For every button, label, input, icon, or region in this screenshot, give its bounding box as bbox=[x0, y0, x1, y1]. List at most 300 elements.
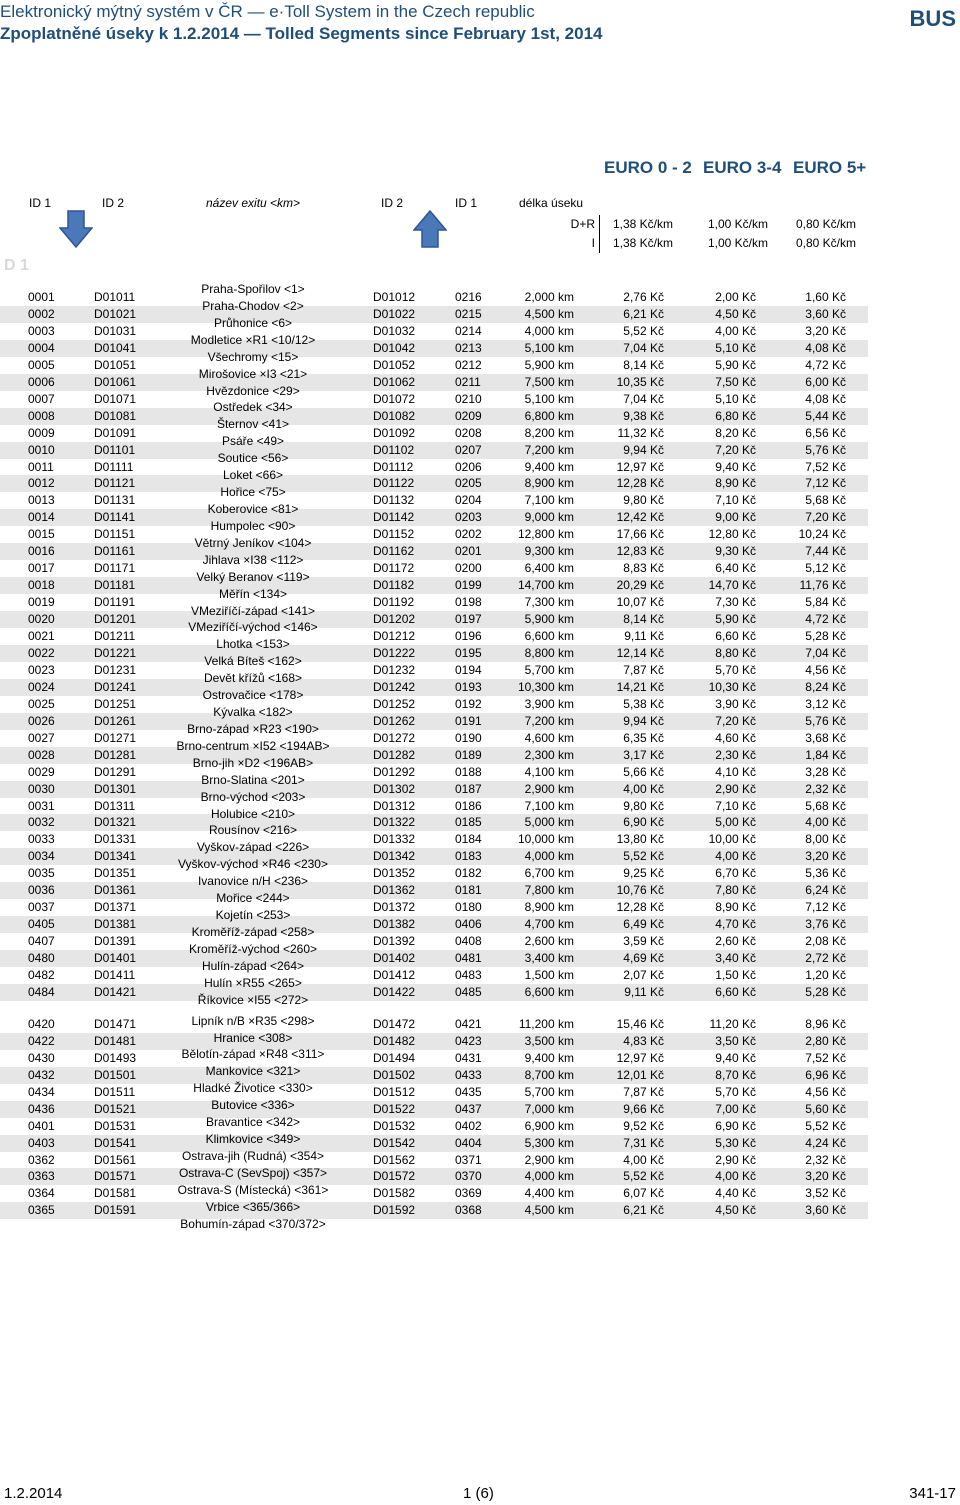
cell-id2: D01493 bbox=[94, 1050, 137, 1065]
cell-len: 5,300 km bbox=[524, 1135, 574, 1150]
table-row bbox=[0, 425, 868, 442]
cell-id1: 0017 bbox=[28, 561, 55, 576]
exit-name: Bělotín-západ ×R48 <311> bbox=[181, 1047, 325, 1062]
cell-id1: 0401 bbox=[28, 1118, 55, 1133]
cell-e3: 5,90 Kč bbox=[715, 357, 756, 372]
cell-len: 9,400 km bbox=[524, 1050, 574, 1065]
cell-id2b: D01122 bbox=[373, 476, 415, 491]
cell-id1b: 0189 bbox=[455, 747, 482, 762]
cell-e0: 4,83 Kč bbox=[623, 1033, 664, 1048]
cell-e0: 12,97 Kč bbox=[616, 459, 664, 474]
cell-e0: 5,66 Kč bbox=[623, 764, 664, 779]
euro-3-4-header: EURO 3-4 bbox=[703, 158, 782, 177]
exit-name: Kroměříž-západ <258> bbox=[191, 925, 315, 939]
cell-e0: 12,01 Kč bbox=[616, 1067, 664, 1082]
cell-e0: 9,80 Kč bbox=[623, 493, 664, 508]
cell-id2: D01121 bbox=[94, 476, 136, 491]
cell-id2b: D01472 bbox=[373, 1016, 416, 1031]
cell-e5: 4,24 Kč bbox=[805, 1135, 846, 1150]
table-row bbox=[0, 1152, 868, 1169]
cell-e0: 20,29 Kč bbox=[616, 578, 664, 593]
exit-name: Lipník n/B ×R35 <298> bbox=[191, 1013, 315, 1028]
col-id1: ID 1 bbox=[29, 196, 52, 210]
cell-id1: 0028 bbox=[28, 747, 55, 762]
col-id2-opposite: ID 2 bbox=[381, 196, 404, 210]
cell-e3: 7,80 Kč bbox=[715, 883, 756, 898]
cell-len: 3,900 km bbox=[524, 696, 574, 711]
cell-e5: 7,12 Kč bbox=[805, 900, 846, 915]
cell-e3: 9,40 Kč bbox=[715, 459, 756, 474]
cell-e5: 1,60 Kč bbox=[805, 290, 846, 304]
cell-len: 4,400 km bbox=[524, 1186, 574, 1201]
cell-id2: D01311 bbox=[94, 798, 136, 813]
cell-id2: D01091 bbox=[94, 425, 137, 440]
cell-id1: 0403 bbox=[28, 1135, 55, 1150]
cell-id1: 0032 bbox=[28, 815, 55, 830]
cell-e3: 6,70 Kč bbox=[715, 866, 756, 881]
cell-id2: D01511 bbox=[94, 1084, 136, 1099]
cell-id1b: 0433 bbox=[455, 1067, 482, 1082]
cell-e3: 6,90 Kč bbox=[715, 1118, 756, 1133]
exit-name: Ostrava-C (SevSpoj) <357> bbox=[178, 1165, 328, 1180]
cell-e5: 2,32 Kč bbox=[805, 781, 846, 796]
exit-name: Loket <66> bbox=[222, 468, 284, 483]
cell-id1: 0362 bbox=[28, 1152, 55, 1167]
cell-id1: 0027 bbox=[28, 730, 55, 745]
cell-e3: 9,30 Kč bbox=[715, 544, 756, 559]
cell-id2: D01361 bbox=[94, 883, 137, 898]
cell-len: 14,700 km bbox=[517, 578, 574, 593]
cell-id2b: D01272 bbox=[373, 730, 416, 745]
exit-name: Klimkovice <349> bbox=[205, 1132, 301, 1146]
cell-id1b: 0209 bbox=[455, 408, 482, 423]
exit-name: Ivanovice n/H <236> bbox=[197, 874, 309, 889]
cell-len: 10,300 km bbox=[517, 679, 574, 694]
table-row bbox=[0, 526, 868, 543]
table-row bbox=[0, 781, 868, 798]
cell-id1: 0021 bbox=[28, 629, 55, 643]
cell-e5: 6,96 Kč bbox=[805, 1067, 846, 1082]
cell-e0: 4,69 Kč bbox=[623, 951, 664, 965]
cell-id2b: D01422 bbox=[373, 984, 416, 999]
cell-id2b: D01532 bbox=[373, 1118, 416, 1133]
cell-e0: 9,11 Kč bbox=[624, 629, 664, 643]
table-row bbox=[0, 1050, 868, 1067]
cell-len: 4,700 km bbox=[524, 917, 574, 932]
cell-e3: 8,80 Kč bbox=[715, 646, 756, 660]
cell-id1b: 0214 bbox=[455, 323, 482, 338]
cell-e0: 8,83 Kč bbox=[623, 561, 664, 576]
cell-id1: 0014 bbox=[28, 510, 55, 525]
cell-id2: D01231 bbox=[94, 662, 137, 677]
cell-id1b: 0193 bbox=[455, 679, 482, 694]
col-id1-opposite: ID 1 bbox=[455, 196, 478, 210]
cell-id1: 0036 bbox=[28, 883, 55, 898]
cell-id1b: 0195 bbox=[455, 646, 482, 660]
cell-id2b: D01082 bbox=[373, 408, 416, 423]
cell-id1b: 0208 bbox=[455, 425, 482, 440]
cell-e3: 4,60 Kč bbox=[715, 730, 756, 745]
cell-e5: 7,52 Kč bbox=[805, 459, 846, 474]
cell-id1b: 0185 bbox=[455, 815, 482, 830]
cell-e5: 7,20 Kč bbox=[805, 510, 846, 525]
cell-id2: D01501 bbox=[94, 1067, 137, 1082]
cell-e5: 5,12 Kč bbox=[805, 561, 846, 576]
cell-len: 4,000 km bbox=[524, 849, 574, 864]
cell-e3: 4,10 Kč bbox=[715, 764, 756, 779]
cell-e0: 10,07 Kč bbox=[616, 595, 664, 610]
cell-id1b: 0187 bbox=[455, 781, 482, 796]
cell-id1: 0030 bbox=[28, 781, 55, 796]
cell-len: 5,000 km bbox=[524, 815, 574, 830]
cell-e3: 4,00 Kč bbox=[715, 849, 756, 864]
exit-name: Ostrovačice <178> bbox=[202, 688, 304, 703]
cell-id2: D01591 bbox=[94, 1203, 137, 1218]
cell-id1: 0033 bbox=[28, 832, 55, 847]
table-row bbox=[0, 289, 868, 306]
table-row bbox=[0, 916, 868, 933]
cell-e3: 5,00 Kč bbox=[715, 815, 756, 830]
cell-e5: 6,56 Kč bbox=[805, 425, 846, 440]
cell-id1b: 0404 bbox=[455, 1135, 482, 1150]
cell-id2: D01351 bbox=[94, 866, 137, 881]
cell-len: 7,500 km bbox=[524, 374, 574, 389]
cell-e5: 2,32 Kč bbox=[805, 1152, 846, 1167]
cell-e0: 7,04 Kč bbox=[623, 340, 664, 355]
cell-id2: D01111 bbox=[94, 459, 134, 474]
cell-id1: 0420 bbox=[28, 1016, 55, 1031]
exit-name: VMeziříčí-západ <141> bbox=[190, 603, 316, 618]
cell-e0: 9,94 Kč bbox=[623, 442, 664, 457]
cell-e5: 3,52 Kč bbox=[805, 1186, 846, 1201]
cell-e5: 7,12 Kč bbox=[805, 476, 846, 491]
cell-id2: D01251 bbox=[94, 696, 137, 711]
cell-id2b: D01142 bbox=[373, 510, 415, 525]
table-row bbox=[0, 967, 868, 984]
exit-name: Jihlava ×I38 <112> bbox=[202, 552, 304, 567]
table-row bbox=[0, 1199, 868, 1219]
cell-len: 9,300 km bbox=[524, 544, 574, 559]
cell-id2b: D01172 bbox=[373, 561, 415, 576]
cell-id2: D01271 bbox=[94, 730, 137, 745]
cell-id2: D01571 bbox=[94, 1169, 137, 1184]
exit-name: Kývalka <182> bbox=[213, 705, 293, 719]
table-row bbox=[0, 340, 868, 357]
cell-id1b: 0192 bbox=[455, 696, 482, 711]
cell-id1b: 0408 bbox=[455, 934, 482, 949]
table-row bbox=[0, 1135, 868, 1152]
cell-e3: 6,80 Kč bbox=[715, 408, 756, 423]
exit-name: Mořice <244> bbox=[216, 891, 290, 906]
cell-id1: 0432 bbox=[28, 1067, 55, 1082]
cell-e3: 4,40 Kč bbox=[715, 1186, 756, 1201]
cell-len: 9,000 km bbox=[524, 510, 574, 525]
arrow-up-icon bbox=[413, 210, 447, 253]
cell-id1b: 0211 bbox=[455, 374, 481, 389]
cell-len: 4,000 km bbox=[524, 323, 574, 338]
cell-e5: 7,44 Kč bbox=[805, 544, 846, 559]
cell-id1b: 0371 bbox=[455, 1152, 482, 1167]
cell-e5: 6,00 Kč bbox=[805, 374, 846, 389]
cell-id2b: D01162 bbox=[373, 544, 415, 559]
cell-e3: 5,70 Kč bbox=[715, 662, 756, 677]
cell-len: 2,900 km bbox=[524, 781, 574, 796]
footer-doc-number: 341-17 bbox=[909, 1485, 956, 1502]
cell-e3: 4,00 Kč bbox=[715, 1169, 756, 1184]
cell-id2b: D01562 bbox=[373, 1152, 416, 1167]
cell-e3: 12,80 Kč bbox=[708, 527, 756, 542]
cell-id2: D01051 bbox=[94, 357, 137, 372]
table-row bbox=[0, 628, 868, 645]
cell-id1: 0001 bbox=[28, 290, 55, 304]
table-row bbox=[0, 543, 868, 560]
cell-len: 5,700 km bbox=[524, 1084, 574, 1099]
cell-id2: D01071 bbox=[94, 391, 137, 406]
cell-e5: 5,84 Kč bbox=[805, 595, 846, 610]
table-row bbox=[0, 950, 868, 967]
cell-len: 8,800 km bbox=[524, 646, 574, 660]
cell-id2: D01081 bbox=[94, 408, 137, 423]
exit-name: Vyškov-východ ×R46 <230> bbox=[178, 857, 328, 872]
title-line-1: Elektronický mýtný systém v ČR — e·Toll System in the Czech republic bbox=[0, 2, 535, 21]
cell-id1b: 0210 bbox=[455, 391, 482, 406]
cell-e3: 7,10 Kč bbox=[715, 798, 756, 813]
table-row bbox=[0, 730, 868, 747]
cell-e3: 1,50 Kč bbox=[715, 968, 756, 982]
cell-id2b: D01482 bbox=[373, 1033, 416, 1048]
cell-e3: 7,50 Kč bbox=[715, 374, 756, 389]
cell-id2: D01211 bbox=[94, 629, 136, 643]
cell-id2b: D01282 bbox=[373, 747, 416, 762]
cell-e0: 9,11 Kč bbox=[624, 984, 664, 999]
cell-id1b: 0199 bbox=[455, 578, 482, 593]
footer-date: 1.2.2014 bbox=[4, 1485, 63, 1502]
exit-name: Praha-Spořilov <1> bbox=[201, 282, 305, 296]
cell-id1: 0019 bbox=[28, 595, 55, 610]
cell-len: 5,100 km bbox=[524, 340, 574, 355]
table-row bbox=[0, 865, 868, 882]
exit-name: Velká Bíteš <162> bbox=[204, 654, 302, 669]
cell-len: 4,600 km bbox=[524, 730, 574, 745]
cell-id2b: D01412 bbox=[373, 968, 416, 982]
cell-e0: 10,35 Kč bbox=[616, 374, 664, 389]
table-row bbox=[0, 882, 868, 899]
cell-id1b: 0200 bbox=[455, 561, 482, 576]
cell-id2: D01581 bbox=[94, 1186, 137, 1201]
cell-e5: 4,72 Kč bbox=[805, 612, 846, 626]
cell-e0: 9,66 Kč bbox=[623, 1101, 664, 1116]
exit-name: Mirošovice ×I3 <21> bbox=[198, 366, 308, 381]
cell-e5: 6,24 Kč bbox=[805, 883, 846, 898]
table-row bbox=[0, 798, 868, 815]
table-row bbox=[0, 1013, 868, 1033]
cell-e5: 5,76 Kč bbox=[805, 713, 846, 728]
table-row bbox=[0, 984, 868, 1001]
cell-e0: 7,87 Kč bbox=[623, 662, 664, 677]
cell-e0: 7,04 Kč bbox=[623, 391, 664, 406]
cell-id1: 0365 bbox=[28, 1203, 55, 1218]
cell-e3: 7,20 Kč bbox=[715, 713, 756, 728]
cell-id1b: 0435 bbox=[455, 1084, 482, 1099]
cell-e3: 4,70 Kč bbox=[715, 917, 756, 932]
cell-len: 6,900 km bbox=[524, 1118, 574, 1133]
exit-name: Bravantice <342> bbox=[205, 1115, 301, 1130]
cell-e0: 12,28 Kč bbox=[616, 476, 664, 491]
table-row bbox=[0, 1030, 868, 1050]
cell-e5: 3,20 Kč bbox=[805, 323, 846, 338]
cell-id2b: D01362 bbox=[373, 883, 416, 898]
cell-e5: 5,68 Kč bbox=[805, 493, 846, 508]
exit-name: Psáře <49> bbox=[221, 434, 285, 449]
cell-e5: 5,68 Kč bbox=[805, 798, 846, 813]
cell-id1: 0480 bbox=[28, 951, 55, 965]
cell-len: 8,200 km bbox=[524, 425, 574, 440]
cell-id1b: 0369 bbox=[455, 1186, 482, 1201]
cell-len: 9,400 km bbox=[524, 459, 574, 474]
cell-id1b: 0485 bbox=[455, 984, 482, 999]
cell-len: 6,600 km bbox=[524, 629, 574, 643]
cell-e3: 6,60 Kč bbox=[715, 984, 756, 999]
cell-len: 5,900 km bbox=[524, 612, 574, 626]
cell-len: 6,600 km bbox=[524, 984, 574, 999]
cell-id1: 0034 bbox=[28, 849, 55, 864]
cell-e0: 14,21 Kč bbox=[616, 679, 664, 694]
footer-page: 1 (6) bbox=[463, 1485, 494, 1502]
cell-id1: 0407 bbox=[28, 934, 55, 949]
cell-id1: 0430 bbox=[28, 1050, 55, 1065]
exit-name: Mankovice <321> bbox=[205, 1064, 301, 1079]
cell-e5: 2,08 Kč bbox=[805, 934, 846, 949]
cell-e3: 4,50 Kč bbox=[715, 1203, 756, 1218]
cell-id2: D01331 bbox=[94, 832, 137, 847]
cell-e0: 13,80 Kč bbox=[616, 832, 664, 847]
table-row bbox=[0, 831, 868, 848]
title-line-2: Zpoplatněné úseky k 1.2.2014 — Tolled Segments since February 1st, 2014 bbox=[0, 24, 603, 43]
cell-e5: 11,76 Kč bbox=[799, 578, 846, 593]
cell-id1b: 0481 bbox=[455, 951, 482, 965]
cell-id1: 0029 bbox=[28, 764, 55, 779]
table-row bbox=[0, 764, 868, 781]
cell-e0: 9,25 Kč bbox=[623, 866, 664, 881]
cell-id2b: D01202 bbox=[373, 612, 416, 626]
cell-e3: 2,60 Kč bbox=[715, 934, 756, 949]
cell-e5: 1,84 Kč bbox=[805, 747, 846, 762]
cell-id2: D01221 bbox=[94, 646, 137, 660]
cell-id2b: D01072 bbox=[373, 391, 416, 406]
cell-id2b: D01302 bbox=[373, 781, 416, 796]
road-label: D 1 bbox=[4, 257, 29, 274]
table-row bbox=[0, 492, 868, 509]
table-row bbox=[0, 814, 868, 831]
cell-len: 5,100 km bbox=[524, 391, 574, 406]
cell-e3: 10,30 Kč bbox=[708, 679, 756, 694]
cell-id2: D01191 bbox=[94, 595, 136, 610]
cell-id1b: 0182 bbox=[455, 866, 482, 881]
exit-name: Hořice <75> bbox=[220, 485, 286, 499]
table-row bbox=[0, 1101, 868, 1118]
cell-e5: 3,20 Kč bbox=[805, 849, 846, 864]
cell-id1: 0008 bbox=[28, 408, 55, 423]
cell-len: 4,000 km bbox=[524, 1169, 574, 1184]
cell-id2b: D01042 bbox=[373, 340, 416, 355]
cell-e5: 4,00 Kč bbox=[805, 815, 846, 830]
cell-id1b: 0213 bbox=[455, 340, 482, 355]
cell-e3: 6,40 Kč bbox=[715, 561, 756, 576]
cell-id2: D01201 bbox=[94, 612, 137, 626]
table-row bbox=[0, 374, 868, 391]
cell-id2: D01421 bbox=[94, 984, 137, 999]
cell-e5: 8,96 Kč bbox=[805, 1016, 846, 1031]
cell-e3: 3,50 Kč bbox=[715, 1033, 756, 1048]
cell-id2b: D01212 bbox=[373, 629, 416, 643]
cell-id1b: 0215 bbox=[455, 306, 482, 321]
table-row bbox=[0, 306, 868, 323]
cell-e5: 5,44 Kč bbox=[805, 408, 846, 423]
exit-name: Měřín <134> bbox=[218, 586, 288, 601]
cell-id1b: 0201 bbox=[455, 544, 482, 559]
table-row bbox=[0, 1118, 868, 1135]
cell-e3: 5,30 Kč bbox=[715, 1135, 756, 1150]
rate-label-dr: D+R bbox=[570, 217, 595, 231]
cell-e0: 3,17 Kč bbox=[623, 747, 664, 762]
cell-e3: 7,10 Kč bbox=[715, 493, 756, 508]
cell-len: 7,200 km bbox=[524, 713, 574, 728]
table-row bbox=[0, 747, 868, 764]
cell-e0: 9,52 Kč bbox=[623, 1118, 664, 1133]
cell-id1: 0436 bbox=[28, 1101, 55, 1116]
table-row bbox=[0, 509, 868, 526]
cell-e3: 7,20 Kč bbox=[715, 442, 756, 457]
cell-e3: 5,10 Kč bbox=[715, 391, 756, 406]
exit-name: Praha-Chodov <2> bbox=[202, 298, 304, 313]
cell-id1b: 0370 bbox=[455, 1169, 482, 1184]
exit-name: Ostrava-jih (Rudná) <354> bbox=[181, 1148, 325, 1163]
arrow-down-icon bbox=[59, 210, 93, 253]
cell-len: 3,400 km bbox=[524, 951, 574, 965]
cell-id2b: D01392 bbox=[373, 934, 416, 949]
cell-id2: D01321 bbox=[94, 815, 137, 830]
cell-id1b: 0184 bbox=[455, 832, 482, 847]
rate-dr-euro34: 1,00 Kč/km bbox=[707, 217, 769, 231]
cell-e0: 6,35 Kč bbox=[623, 730, 664, 745]
cell-e0: 15,46 Kč bbox=[616, 1016, 664, 1031]
cell-id1b: 0183 bbox=[455, 849, 482, 864]
exit-name: Vrbice <365/366> bbox=[205, 1199, 301, 1214]
cell-e0: 12,14 Kč bbox=[616, 646, 664, 660]
cell-e5: 5,28 Kč bbox=[805, 629, 846, 643]
cell-id2b: D01182 bbox=[373, 578, 415, 593]
cell-len: 2,000 km bbox=[524, 290, 574, 304]
exit-name: Brno-východ <203> bbox=[200, 789, 306, 804]
exit-name: Šternov <41> bbox=[216, 417, 290, 432]
cell-e3: 2,30 Kč bbox=[715, 747, 756, 762]
table-row bbox=[0, 933, 868, 950]
cell-id1: 0363 bbox=[28, 1169, 55, 1184]
cell-id2: D01541 bbox=[94, 1135, 137, 1150]
cell-id1: 0005 bbox=[28, 357, 55, 372]
rate-i-euro5: 0,80 Kč/km bbox=[795, 236, 857, 250]
exit-name: Hladké Životice <330> bbox=[193, 1081, 313, 1096]
cell-e5: 7,52 Kč bbox=[805, 1050, 846, 1065]
cell-e0: 7,87 Kč bbox=[623, 1084, 664, 1099]
table-row bbox=[0, 459, 868, 476]
cell-e5: 3,76 Kč bbox=[805, 917, 846, 932]
exit-name: Říkovice ×I55 <272> bbox=[197, 992, 309, 1007]
cell-e3: 7,30 Kč bbox=[715, 595, 756, 610]
rate-label-i: I bbox=[591, 236, 595, 250]
cell-id2b: D01102 bbox=[373, 442, 415, 457]
cell-e0: 3,59 Kč bbox=[623, 934, 664, 949]
